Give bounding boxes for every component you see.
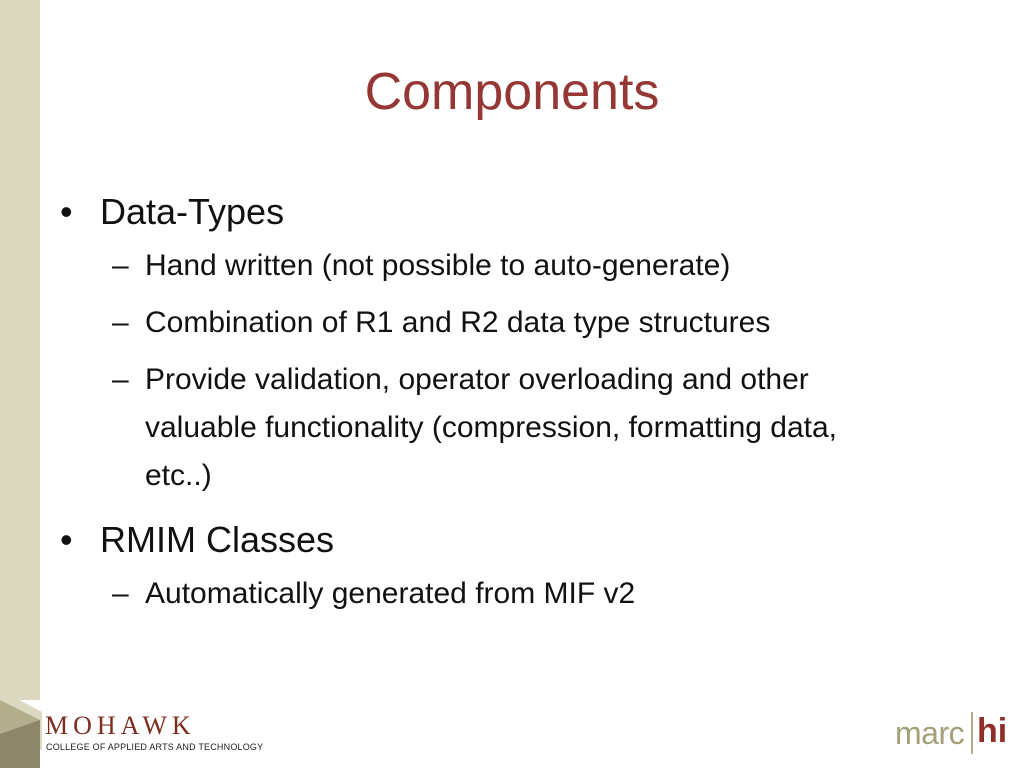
dash-marker: – xyxy=(112,249,129,282)
sub-bullet-item xyxy=(60,356,885,500)
dash-marker: – xyxy=(112,577,129,610)
corner-chevron xyxy=(0,690,42,768)
marchi-logo-marc: marc xyxy=(895,715,965,751)
sub-bullet-text: Hand written (not possible to auto-generate) xyxy=(145,249,731,282)
mohawk-wordmark: MOHAWK xyxy=(45,711,196,740)
sub-bullet-text: Automatically generated from MIF v2 xyxy=(145,577,636,610)
sub-bullet-item xyxy=(60,570,885,618)
slide-title: Components xyxy=(364,63,660,121)
sub-bullet-text: Provide validation, operator overloading and other valuable functionality (compression, formatting data, etc..) xyxy=(145,363,838,492)
marchi-logo xyxy=(895,712,1015,754)
bullet-item xyxy=(60,516,960,564)
marchi-logo-divider xyxy=(971,712,973,754)
mohawk-logo xyxy=(45,711,264,756)
bullet-item xyxy=(60,188,960,236)
bullet-marker: • xyxy=(60,519,73,560)
bullet-marker: • xyxy=(60,191,73,232)
bullet-text: RMIM Classes xyxy=(100,519,335,560)
bullet-text: Data-Types xyxy=(100,191,285,232)
marchi-logo-hi: hi xyxy=(977,712,1008,750)
sub-bullet-text: Combination of R1 and R2 data type structures xyxy=(145,306,771,339)
bullet-list xyxy=(60,188,960,627)
dash-marker: – xyxy=(112,306,129,339)
sub-bullet-item xyxy=(60,242,885,290)
mohawk-subtitle: COLLEGE OF APPLIED ARTS AND TECHNOLOGY xyxy=(46,742,264,752)
dash-marker: – xyxy=(112,363,129,396)
sub-bullet-item xyxy=(60,299,885,347)
